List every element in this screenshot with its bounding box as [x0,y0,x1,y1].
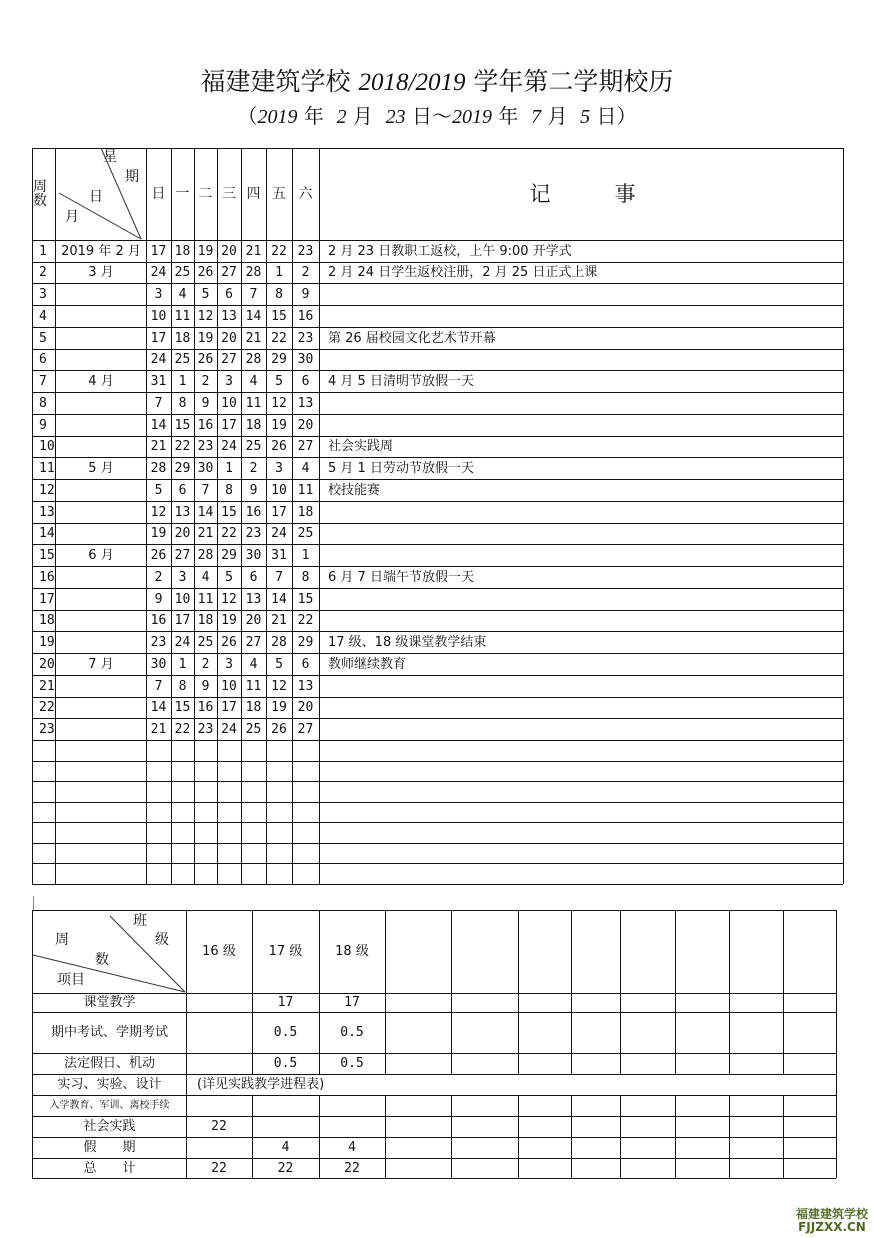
day-cell: 1 [178,373,187,389]
day-cell: 26 [197,352,214,367]
summary-value: 0.5 [273,1025,298,1040]
week-number: 4 [39,308,47,324]
day-cell: 25 [245,439,262,454]
event-note: 5 月 1 日劳动节放假一天 [328,460,474,476]
day-cell: 1 [301,547,310,563]
day-cell: 16 [150,613,167,628]
day-cell: 2 [201,373,210,389]
summary-item-label: 社会实践 [83,1119,136,1134]
week-number: 18 [39,613,55,628]
week-number: 12 [39,482,55,498]
day-cell: 13 [297,395,314,411]
week-number: 2 [39,265,47,280]
day-cell: 9 [201,395,210,411]
day-cell: 19 [271,700,287,715]
event-note: 社会实践周 [328,439,394,454]
day-cell: 22 [271,243,287,259]
event-note: 6 月 7 日端午节放假一天 [328,569,474,585]
day-cell: 30 [297,352,314,367]
title-school: 福建建筑学校 [200,67,351,96]
month-label: 6 月 [88,547,114,563]
diag-label-ji: 级 [155,932,169,948]
day-cell: 1 [225,460,233,476]
diag-label-qi: 期 [125,169,139,185]
day-cell: 26 [271,439,287,454]
day-cell: 6 [225,286,233,302]
day-cell: 18 [245,417,262,433]
week-number: 16 [39,569,55,585]
day-cell: 5 [275,656,283,672]
grade-header: 17 级 [268,944,303,959]
event-note: 第 26 届校园文化艺术节开幕 [328,330,496,346]
day-cell: 21 [245,243,262,259]
weekday-header: 三 [222,186,236,202]
day-cell: 24 [174,634,191,650]
day-cell: 3 [275,460,283,476]
day-cell: 5 [154,482,163,498]
summary-value [319,1116,385,1137]
day-cell: 8 [301,569,310,585]
day-cell: 27 [221,265,237,280]
day-cell: 21 [245,330,262,346]
week-column-header: 周数 [33,179,47,209]
day-cell: 5 [225,569,233,585]
diag-label-xiangmu: 项目 [57,972,85,988]
week-number: 3 [39,286,47,302]
day-char: 日～ [412,104,452,128]
month-label: 5 月 [88,460,114,476]
day-cell: 28 [271,634,287,650]
event-note: 17 级、18 级课堂教学结束 [328,634,487,650]
day-cell: 23 [297,243,314,259]
month-label: 7 月 [88,656,114,672]
day-cell: 1 [275,265,283,280]
event-note: 2 月 24 日学生返校注册，2 月 25 日正式上课 [328,265,598,280]
day-cell: 22 [271,330,287,346]
paren-close: 日） [596,104,637,128]
summary-value: 22 [211,1160,227,1176]
day-cell: 8 [178,678,187,694]
week-number: 10 [39,439,55,454]
day-cell: 4 [178,286,187,302]
title-year-range: 2018/2019 [358,69,466,96]
day-cell: 9 [201,678,210,694]
summary-item-label: 期中考试、学期考试 [50,1025,168,1040]
day-cell: 30 [197,460,214,476]
day-cell: 24 [221,439,237,454]
week-number: 15 [39,547,55,563]
day-cell: 28 [245,265,262,280]
week-number: 14 [39,526,55,541]
event-note: 4 月 5 日清明节放假一天 [328,373,474,389]
weekday-header: 二 [198,186,213,202]
day-cell: 14 [271,591,287,607]
day-cell: 7 [201,482,210,498]
day-cell: 4 [201,569,210,585]
day-cell: 30 [245,547,262,563]
title-suffix: 学年第二学期校历 [473,67,674,96]
summary-value [186,993,252,1012]
week-number: 6 [39,352,47,367]
day-cell: 17 [221,700,237,715]
day-cell: 8 [225,482,233,498]
day-cell: 21 [197,526,214,541]
day-cell: 25 [174,265,191,280]
day-cell: 8 [178,395,187,411]
start-year: 2019 [257,106,298,128]
week-number: 23 [39,721,55,737]
summary-value: 17 [344,995,360,1010]
day-cell: 11 [245,678,262,694]
summary-value: 4 [348,1140,356,1155]
day-cell: 16 [197,417,214,433]
month-label: 2019 年 2 月 [61,243,141,259]
day-cell: 27 [245,634,262,650]
day-cell: 7 [249,286,258,302]
day-cell: 20 [174,526,191,541]
day-cell: 27 [221,352,237,367]
weekday-header: 四 [246,186,261,202]
day-cell: 10 [221,395,237,411]
day-cell: 11 [174,308,191,324]
week-number: 8 [39,395,47,411]
diag-label-ban: 班 [133,913,147,929]
day-cell: 12 [271,678,287,694]
end-month: 7 [531,106,542,128]
day-cell: 2 [301,265,310,280]
day-cell: 6 [249,569,258,585]
summary-span-note: (详见实践教学进程表) [197,1077,325,1092]
event-note: 校技能赛 [328,482,381,498]
day-cell: 1 [178,656,187,672]
day-cell: 17 [150,330,167,346]
day-cell: 9 [301,286,310,302]
day-cell: 30 [150,656,167,672]
day-cell: 14 [197,504,214,520]
week-number: 22 [39,700,55,715]
day-cell: 4 [249,373,258,389]
day-cell: 26 [197,265,214,280]
day-cell: 22 [221,526,237,541]
day-cell: 24 [150,265,167,280]
day-cell: 26 [271,721,287,737]
summary-value: 22 [211,1119,227,1134]
day-cell: 14 [150,700,167,715]
summary-value [252,1095,319,1116]
weekday-header: 日 [151,186,166,202]
day-cell: 27 [297,439,314,454]
summary-item-label: 课堂教学 [83,995,136,1010]
summary-value: 0.5 [340,1025,364,1040]
weekday-header: 一 [175,186,190,202]
day-cell: 14 [150,417,167,433]
day-cell: 29 [174,460,191,476]
day-cell: 21 [150,439,167,454]
weekday-header: 六 [298,186,313,202]
day-cell: 12 [221,591,237,607]
week-number: 13 [39,504,55,520]
day-cell: 29 [271,352,287,367]
month-label: 4 月 [88,373,114,389]
day-cell: 12 [271,395,287,411]
day-cell: 15 [174,417,191,433]
day-cell: 25 [197,634,214,650]
summary-item-label: 入学教育、军训、离校手续 [49,1099,170,1111]
day-cell: 24 [150,352,167,367]
day-cell: 15 [297,591,314,607]
day-cell: 17 [221,417,237,433]
day-cell: 25 [174,352,191,367]
day-cell: 7 [154,395,163,411]
day-cell: 5 [275,373,283,389]
month-label: 3 月 [88,265,114,280]
summary-value: 22 [277,1160,294,1176]
notes-header-shi: 事 [614,181,636,206]
diag-label-ri: 日 [89,189,103,205]
month-char-2: 月 [547,104,568,128]
day-cell: 15 [271,308,287,324]
day-cell: 4 [249,656,258,672]
day-cell: 20 [297,700,314,715]
day-cell: 4 [301,460,310,476]
day-cell: 29 [297,634,314,650]
day-cell: 19 [150,526,167,541]
day-cell: 8 [275,286,283,302]
day-cell: 20 [221,243,237,259]
day-cell: 7 [154,678,163,694]
summary-item-label: 法定假日、机动 [63,1056,155,1071]
summary-value [319,1095,385,1116]
summary-item-label: 假 期 [83,1140,136,1155]
day-cell: 23 [197,721,214,737]
day-cell: 19 [197,330,214,346]
day-cell: 15 [221,504,237,520]
day-cell: 6 [301,373,310,389]
day-cell: 21 [150,721,167,737]
watermark-logo [796,1208,868,1234]
day-cell: 11 [297,482,314,498]
summary-value: 0.5 [340,1056,364,1071]
day-cell: 14 [245,308,262,324]
day-cell: 17 [271,504,287,520]
day-cell: 23 [197,439,214,454]
day-cell: 24 [271,526,287,541]
day-cell: 11 [245,395,262,411]
day-cell: 24 [221,721,237,737]
day-cell: 9 [154,591,163,607]
summary-value: 4 [281,1140,290,1155]
day-cell: 29 [221,547,237,563]
grade-header: 16 级 [202,944,236,959]
event-note: 2 月 23 日教职工返校，上午 9:00 开学式 [328,243,572,259]
diag-label-yue: 月 [65,209,79,225]
day-cell: 22 [297,613,314,628]
day-cell: 31 [271,547,287,563]
day-cell: 2 [154,569,163,585]
day-cell: 20 [221,330,237,346]
summary-value [186,1012,252,1053]
day-cell: 18 [245,700,262,715]
day-cell: 27 [297,721,314,737]
day-cell: 10 [271,482,287,498]
day-cell: 18 [297,504,314,520]
day-cell: 2 [201,656,210,672]
day-cell: 31 [150,373,167,389]
day-cell: 17 [150,243,167,259]
day-cell: 18 [174,330,191,346]
week-number: 17 [39,591,55,607]
paren-open: （ [237,104,258,128]
day-cell: 26 [150,547,167,563]
day-cell: 22 [174,439,191,454]
day-cell: 7 [275,569,283,585]
day-cell: 16 [197,700,214,715]
day-cell: 13 [297,678,314,694]
day-cell: 28 [150,460,167,476]
day-cell: 3 [154,286,163,302]
day-cell: 2 [249,460,258,476]
day-cell: 19 [197,243,214,259]
summary-value: 22 [344,1160,360,1176]
end-day: 5 [580,106,591,128]
week-number: 7 [39,373,47,389]
day-cell: 13 [174,504,191,520]
day-cell: 11 [197,591,214,607]
day-cell: 25 [245,721,262,737]
week-number: 5 [39,330,47,346]
day-cell: 19 [221,613,237,628]
day-cell: 27 [174,547,191,563]
day-cell: 20 [297,417,314,433]
summary-value [186,1095,252,1116]
day-cell: 3 [178,569,187,585]
text-cursor [33,896,34,910]
day-cell: 12 [150,504,167,520]
grade-header: 18 级 [335,944,369,959]
day-cell: 9 [249,482,258,498]
week-number: 20 [39,656,55,672]
watermark-line2: FJJZXX.CN [798,1220,866,1234]
day-cell: 16 [297,308,314,324]
day-cell: 18 [174,243,191,259]
week-number: 19 [39,634,55,650]
day-cell: 15 [174,700,191,715]
summary-value: 17 [277,995,294,1010]
day-cell: 16 [245,504,262,520]
day-cell: 19 [271,417,287,433]
day-cell: 10 [221,678,237,694]
summary-item-label: 总 计 [83,1160,136,1176]
week-number: 11 [39,460,55,476]
start-month: 2 [336,106,347,128]
day-cell: 13 [221,308,237,324]
day-cell: 28 [245,352,262,367]
watermark-line1: 福建建筑学校 [795,1207,868,1221]
day-cell: 10 [150,308,167,324]
weekday-header: 五 [272,186,286,202]
summary-value [252,1116,319,1137]
end-year: 2019 [452,106,492,128]
day-cell: 23 [297,330,314,346]
day-cell: 26 [221,634,237,650]
event-note: 教师继续教育 [328,656,407,672]
diag-label-shu: 数 [95,952,109,968]
day-cell: 21 [271,613,287,628]
diag-label-xing: 星 [103,149,117,165]
day-cell: 25 [297,526,314,541]
day-cell: 12 [197,308,214,324]
start-day: 23 [385,106,406,128]
summary-value: 0.5 [273,1056,298,1071]
day-cell: 23 [245,526,262,541]
notes-header-ji: 记 [529,181,551,206]
day-cell: 18 [197,613,214,628]
week-number: 1 [39,243,47,259]
day-cell: 3 [225,656,233,672]
year-char: 年 [303,104,324,128]
summary-value [186,1137,252,1158]
day-cell: 23 [150,634,167,650]
month-char: 月 [352,104,373,128]
summary-value [186,1053,252,1074]
day-cell: 20 [245,613,262,628]
day-cell: 10 [174,591,191,607]
day-cell: 13 [245,591,262,607]
day-cell: 5 [201,286,210,302]
summary-item-label: 实习、实验、设计 [57,1077,162,1092]
diag-label-zhou: 周 [55,932,69,948]
day-cell: 17 [174,613,191,628]
day-cell: 22 [174,721,191,737]
week-number: 21 [39,678,55,694]
day-cell: 6 [178,482,187,498]
year-char-2: 年 [498,104,519,128]
day-cell: 28 [197,547,214,563]
day-cell: 3 [225,373,233,389]
day-cell: 6 [301,656,310,672]
week-number: 9 [39,417,47,433]
